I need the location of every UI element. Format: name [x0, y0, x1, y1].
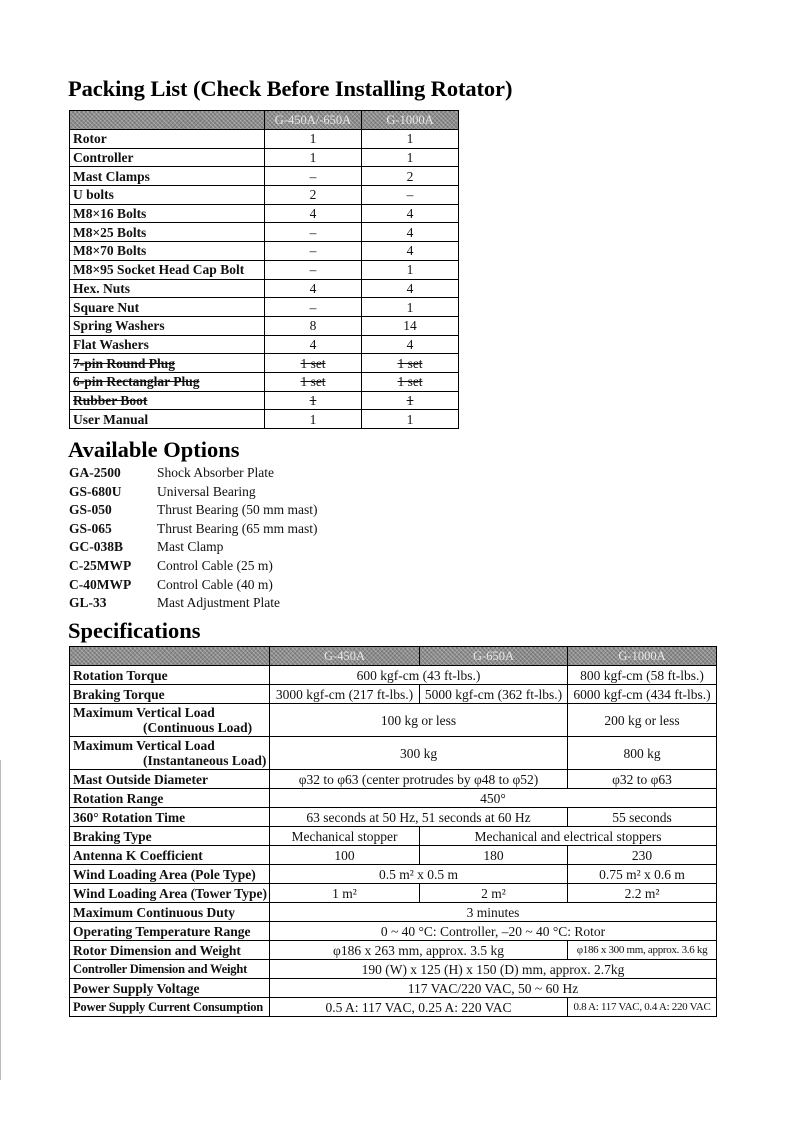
spec-value-g450-g650: φ186 x 263 mm, approx. 3.5 kg — [270, 941, 568, 960]
spec-label: Power Supply Voltage — [70, 979, 270, 998]
option-description: Control Cable (40 m) — [157, 576, 273, 592]
table-row — [70, 685, 717, 704]
option-code: GS-680U — [69, 483, 122, 499]
table-row — [70, 960, 717, 979]
table-row — [70, 903, 717, 922]
spec-value-g650: 180 — [420, 846, 568, 865]
spec-label — [70, 737, 270, 770]
item-name: Hex. Nuts — [70, 279, 265, 298]
table-row — [70, 789, 717, 808]
item-name: Rubber Boot — [70, 391, 265, 410]
spec-label: Braking Torque — [70, 685, 270, 704]
spec-value-g450-g650: 100 kg or less — [270, 704, 568, 737]
qty-g1000: 1 set — [362, 372, 459, 391]
spec-label-sub: (Continuous Load) — [143, 720, 253, 735]
qty-g450-650: 4 — [265, 335, 362, 354]
available-options-title: Available Options — [68, 437, 240, 462]
table-row — [70, 998, 717, 1017]
option-description: Control Cable (25 m) — [157, 557, 273, 573]
spec-value-g1000: 200 kg or less — [568, 704, 717, 737]
spec-value-g650: 5000 kgf-cm (362 ft-lbs.) — [420, 685, 568, 704]
spec-label: 360° Rotation Time — [70, 808, 270, 827]
specs-header-g450: G-450A — [270, 647, 420, 666]
list-item — [69, 557, 317, 576]
item-name: M8×16 Bolts — [70, 204, 265, 223]
list-item — [69, 464, 317, 483]
spec-value-g450-g650: 63 seconds at 50 Hz, 51 seconds at 60 Hz — [270, 808, 568, 827]
qty-g450-650: – — [265, 260, 362, 279]
qty-g1000: 4 — [362, 335, 459, 354]
spec-label: Maximum Continuous Duty — [70, 903, 270, 922]
item-name: U bolts — [70, 186, 265, 205]
option-code: GS-065 — [69, 520, 112, 536]
qty-g1000: 14 — [362, 316, 459, 335]
specs-header-g650: G-650A — [420, 647, 568, 666]
spec-value-all: 3 minutes — [270, 903, 717, 922]
spec-value-g1000: 0.75 m² x 0.6 m — [568, 865, 717, 884]
item-name: 7-pin Round Plug — [70, 354, 265, 373]
spec-label: Antenna K Coefficient — [70, 846, 270, 865]
spec-value-all: 0 ~ 40 °C: Controller, –20 ~ 40 °C: Rotor — [270, 922, 717, 941]
spec-value-g450: 100 — [270, 846, 420, 865]
list-item — [69, 483, 317, 502]
qty-g1000: 4 — [362, 204, 459, 223]
table-row — [70, 167, 459, 186]
specifications-title: Specifications — [68, 618, 201, 643]
qty-g1000: – — [362, 186, 459, 205]
table-row — [70, 279, 459, 298]
item-name: User Manual — [70, 410, 265, 429]
qty-g1000: 2 — [362, 167, 459, 186]
spec-value-g650: 2 m² — [420, 884, 568, 903]
option-description: Shock Absorber Plate — [157, 465, 274, 480]
list-item — [69, 594, 317, 613]
spec-label — [70, 704, 270, 737]
packing-header-g450-650: G-450A/-650A — [265, 111, 362, 130]
qty-g450-650: 2 — [265, 186, 362, 205]
table-row — [70, 335, 459, 354]
spec-value-g450-g650: 0.5 m² x 0.5 m — [270, 865, 568, 884]
spec-value-g1000: 55 seconds — [568, 808, 717, 827]
spec-value-g450-g650: 300 kg — [270, 737, 568, 770]
spec-value-g1000: 6000 kgf-cm (434 ft-lbs.) — [568, 685, 717, 704]
table-row — [70, 922, 717, 941]
spec-value-g450: 3000 kgf-cm (217 ft-lbs.) — [270, 685, 420, 704]
item-name: 6-pin Rectanglar Plug — [70, 372, 265, 391]
spec-label-sub: (Instantaneous Load) — [143, 753, 267, 768]
item-name: Square Nut — [70, 298, 265, 317]
spec-label: Wind Loading Area (Tower Type) — [70, 884, 270, 903]
table-row — [70, 808, 717, 827]
spec-value-g450-g650: φ32 to φ63 (center protrudes by φ48 to φ52) — [270, 770, 568, 789]
table-row — [70, 846, 717, 865]
qty-g450-650: 8 — [265, 316, 362, 335]
spec-label-main: Maximum Vertical Load — [73, 738, 215, 753]
spec-value-g450: Mechanical stopper — [270, 827, 420, 846]
item-name: Rotor — [70, 130, 265, 149]
option-code: C-40MWP — [69, 576, 132, 592]
spec-label-main: Maximum Vertical Load — [73, 705, 215, 720]
list-item — [69, 501, 317, 520]
item-name: M8×95 Socket Head Cap Bolt — [70, 260, 265, 279]
packing-header-g1000: G-1000A — [362, 111, 459, 130]
item-name: Mast Clamps — [70, 167, 265, 186]
qty-g1000: 1 — [362, 391, 459, 410]
option-code: GS-050 — [69, 502, 112, 518]
qty-g1000: 1 — [362, 260, 459, 279]
qty-g450-650: 1 set — [265, 372, 362, 391]
qty-g1000: 1 — [362, 148, 459, 167]
item-name: Controller — [70, 148, 265, 167]
qty-g450-650: 1 — [265, 410, 362, 429]
packing-list-title: Packing List (Check Before Installing Rotator) — [68, 76, 513, 101]
option-description: Mast Clamp — [157, 539, 224, 555]
spec-label: Rotation Range — [70, 789, 270, 808]
table-row — [70, 148, 459, 167]
specs-header-row — [70, 647, 717, 666]
spec-label: Power Supply Current Consumption — [70, 998, 270, 1017]
table-row-struck — [70, 372, 459, 391]
specs-header-g1000: G-1000A — [568, 647, 717, 666]
qty-g450-650: 1 — [265, 148, 362, 167]
qty-g1000: 1 set — [362, 354, 459, 373]
packing-header-row — [70, 111, 459, 130]
table-row — [70, 979, 717, 998]
spec-value-g650-g1000: Mechanical and electrical stoppers — [420, 827, 717, 846]
table-row — [70, 204, 459, 223]
option-description: Mast Adjustment Plate — [157, 595, 280, 611]
option-description: Thrust Bearing (50 mm mast) — [157, 502, 318, 518]
spec-value-g450: 1 m² — [270, 884, 420, 903]
qty-g450-650: – — [265, 242, 362, 261]
spec-label: Operating Temperature Range — [70, 922, 270, 941]
table-row — [70, 410, 459, 429]
qty-g1000: 4 — [362, 242, 459, 261]
spec-value-g450-g650: 600 kgf-cm (43 ft-lbs.) — [270, 666, 568, 685]
table-row — [70, 223, 459, 242]
spec-value-g1000: 230 — [568, 846, 717, 865]
table-row — [70, 666, 717, 685]
spec-value-all: 190 (W) x 125 (H) x 150 (D) mm, approx. 2.7kg — [270, 960, 717, 979]
spec-value-g450-g650: 0.5 A: 117 VAC, 0.25 A: 220 VAC — [270, 998, 568, 1017]
qty-g1000: 4 — [362, 223, 459, 242]
list-item — [69, 576, 317, 595]
spec-value-g1000: 800 kgf-cm (58 ft-lbs.) — [568, 666, 717, 685]
spec-value-all: 117 VAC/220 VAC, 50 ~ 60 Hz — [270, 979, 717, 998]
qty-g1000: 1 — [362, 298, 459, 317]
table-row-struck — [70, 354, 459, 373]
table-row — [70, 260, 459, 279]
qty-g450-650: 1 — [265, 391, 362, 410]
spec-label: Braking Type — [70, 827, 270, 846]
qty-g1000: 4 — [362, 279, 459, 298]
item-name: M8×70 Bolts — [70, 242, 265, 261]
spec-value-g1000: φ186 x 300 mm, approx. 3.6 kg — [568, 941, 717, 960]
spec-value-g1000: 2.2 m² — [568, 884, 717, 903]
option-code: GC-038B — [69, 539, 123, 555]
table-row — [70, 884, 717, 903]
qty-g450-650: – — [265, 167, 362, 186]
option-code: GL-33 — [69, 595, 107, 611]
table-row — [70, 770, 717, 789]
spec-label: Controller Dimension and Weight — [70, 960, 270, 979]
spec-value-g1000: 0.8 A: 117 VAC, 0.4 A: 220 VAC — [568, 998, 717, 1017]
item-name: Spring Washers — [70, 316, 265, 335]
list-item — [69, 538, 317, 557]
spec-label: Rotor Dimension and Weight — [70, 941, 270, 960]
table-row — [70, 242, 459, 261]
packing-list-table — [69, 110, 459, 429]
qty-g450-650: 1 — [265, 130, 362, 149]
table-row — [70, 704, 717, 737]
options-list — [69, 464, 317, 613]
table-row — [70, 827, 717, 846]
qty-g450-650: – — [265, 223, 362, 242]
table-row-struck — [70, 391, 459, 410]
table-row — [70, 737, 717, 770]
qty-g1000: 1 — [362, 130, 459, 149]
qty-g450-650: 4 — [265, 204, 362, 223]
list-item — [69, 520, 317, 539]
item-name: M8×25 Bolts — [70, 223, 265, 242]
specs-header-label — [70, 647, 270, 666]
table-row — [70, 130, 459, 149]
option-code: GA-2500 — [69, 465, 121, 480]
spec-value-g1000: φ32 to φ63 — [568, 770, 717, 789]
table-row — [70, 941, 717, 960]
option-code: C-25MWP — [69, 557, 132, 573]
table-row — [70, 298, 459, 317]
table-row — [70, 186, 459, 205]
packing-header-item — [70, 111, 265, 130]
table-row — [70, 865, 717, 884]
qty-g1000: 1 — [362, 410, 459, 429]
spec-label: Wind Loading Area (Pole Type) — [70, 865, 270, 884]
qty-g450-650: 4 — [265, 279, 362, 298]
option-description: Thrust Bearing (65 mm mast) — [157, 520, 318, 536]
table-row — [70, 316, 459, 335]
option-description: Universal Bearing — [157, 483, 256, 499]
qty-g450-650: – — [265, 298, 362, 317]
specifications-table — [69, 646, 717, 1017]
scan-edge-line — [0, 760, 1, 1080]
spec-value-all: 450° — [270, 789, 717, 808]
spec-label: Rotation Torque — [70, 666, 270, 685]
spec-label: Mast Outside Diameter — [70, 770, 270, 789]
item-name: Flat Washers — [70, 335, 265, 354]
qty-g450-650: 1 set — [265, 354, 362, 373]
spec-value-g1000: 800 kg — [568, 737, 717, 770]
